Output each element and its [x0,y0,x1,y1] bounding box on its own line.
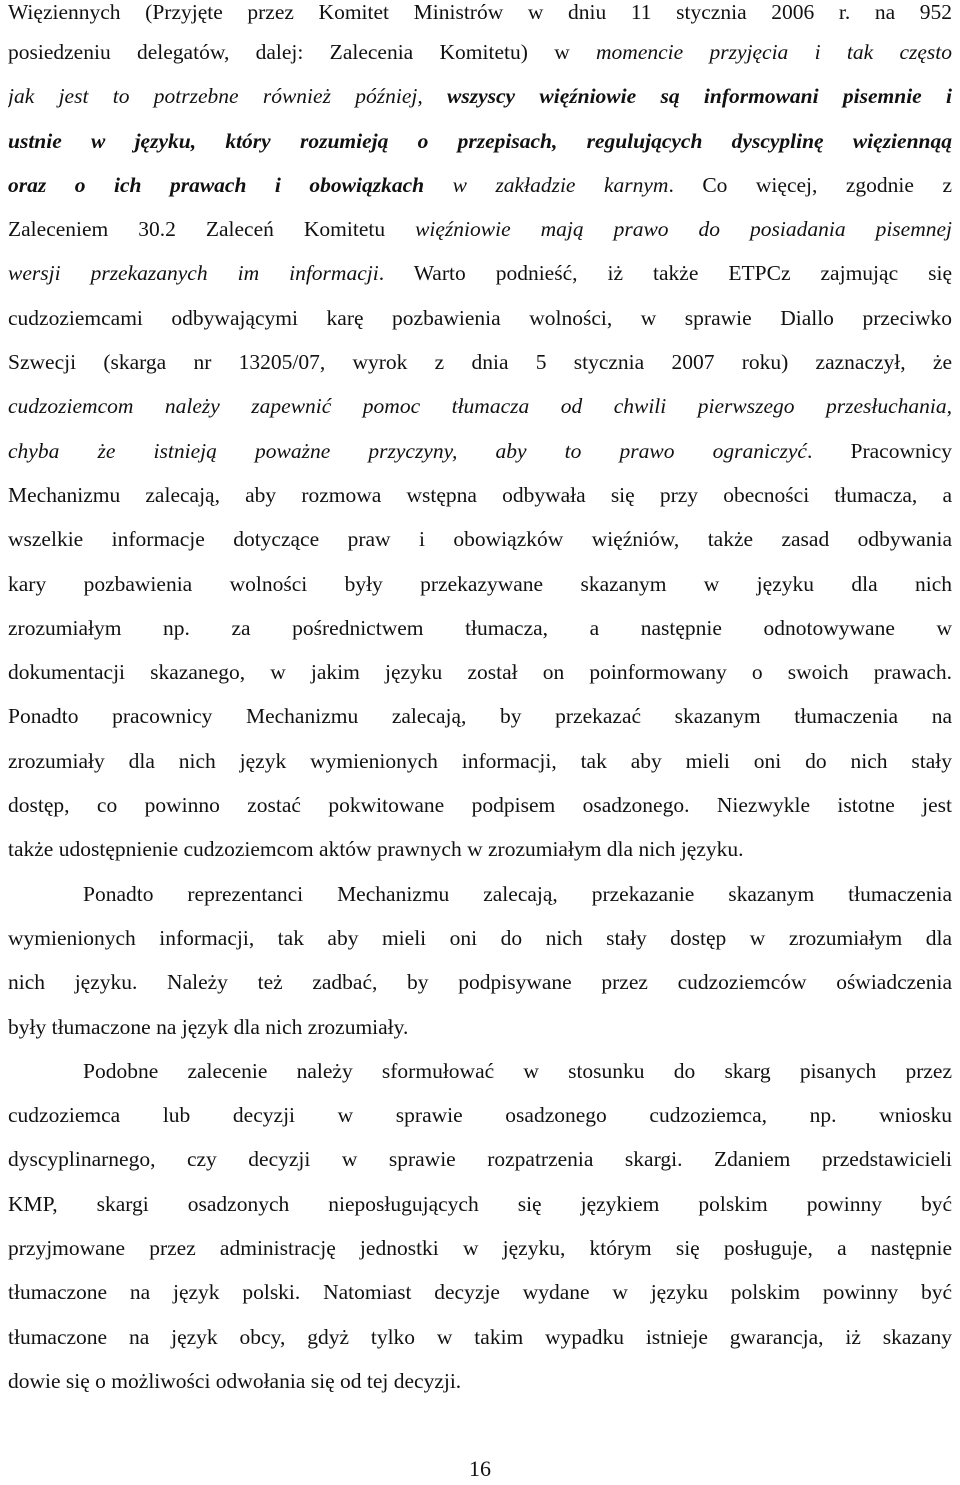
text-line [8,296,952,340]
text-line [8,0,952,30]
text-line [8,783,952,827]
text-run: nich języku. Należy też zadbać, by podpisywane przez cudzoziemców oświadczenia [8,970,952,995]
text-run: wszyscy więźniowie są informowani pisemnie i [447,84,952,109]
text-line [8,429,952,473]
text-run: w zakładzie karnym [424,172,669,197]
text-line [8,827,952,871]
text-run: ustnie w języku, który rozumieją o przepisach, regulujących dyscyplinę więziennąą [8,128,952,153]
text-run: więźniowie mają prawo do posiadania pisemnej [415,217,952,242]
body-text [8,0,952,1403]
text-run: Mechanizmu zalecają, aby rozmowa wstępna odbywała się przy obecności tłumacza, a [8,482,952,507]
text-run: dokumentacji skazanego, w jakim języku został on poinformowany o swoich prawach. [8,660,952,685]
text-run: zrozumiałym np. za pośrednictwem tłumacza, a następnie odnotowywane w [8,615,952,640]
text-run: dowie się o możliwości odwołania się od tej decyzji. [8,1368,462,1393]
text-line [8,872,952,916]
text-line [8,916,952,960]
text-run: . Warto podnieść, iż także ETPCz zajmując się [378,261,952,286]
text-run: KMP, skargi osadzonych nieposługujących się językiem polskim powinny być [8,1191,952,1216]
text-run: cudzoziemca lub decyzji w sprawie osadzonego cudzoziemca, np. wniosku [8,1103,952,1128]
text-run: zrozumiały dla nich język wymienionych informacji, tak aby mieli oni do nich stały [8,748,952,773]
text-line [8,606,952,650]
text-line [8,1137,952,1181]
text-run: wymienionych informacji, tak aby mieli oni do nich stały dostęp w zrozumiałym dla [8,925,952,950]
text-run: Ponadto pracownicy Mechanizmu zalecają, by przekazać skazanym tłumaczenia na [8,704,952,729]
text-run: przyjmowane przez administrację jednostki w języku, którym się posługuje, a następnie [8,1236,952,1261]
text-run: Szwecji (skarga nr 13205/07, wyrok z dnia 5 stycznia 2007 roku) zaznaczył, że [8,350,952,375]
text-run: wszelkie informacje dotyczące praw i obowiązków więźniów, także zasad odbywania [8,527,952,552]
text-line [8,1270,952,1314]
text-line [8,739,952,783]
text-run: . Co więcej, zgodnie z [668,172,952,197]
text-run: Więziennych (Przyjęte przez Komitet Ministrów w dniu 11 stycznia 2006 r. na 952 [8,0,952,24]
text-run: tłumaczone na język polski. Natomiast decyzje wydane w języku polskim powinny być [8,1280,952,1305]
text-line [8,1359,952,1403]
text-line [8,74,952,118]
text-run: dyscyplinarnego, czy decyzji w sprawie rozpatrzenia skargi. Zdaniem przedstawicieli [8,1147,952,1172]
text-line [8,960,952,1004]
text-line [8,562,952,606]
text-line [8,650,952,694]
text-run: kary pozbawienia wolności były przekazywane skazanym w języku dla nich [8,571,952,596]
text-run: oraz o ich prawach i obowiązkach [8,172,425,197]
text-line [8,1005,952,1049]
text-line [8,1226,952,1270]
text-run: Podobne zalecenie należy sformułować w stosunku do skarg pisanych przez [83,1058,952,1083]
text-line [8,1315,952,1359]
text-run: wersji przekazanych im informacji [8,261,379,286]
text-line [8,473,952,517]
text-run: dostęp, co powinno zostać pokwitowane podpisem osadzonego. Niezwykle istotne jest [8,793,952,818]
text-line [8,163,952,207]
text-run: także udostępnienie cudzoziemcom aktów prawnych w zrozumiałym dla nich języku. [8,837,744,862]
text-run: posiedzeniu delegatów, dalej: Zalecenia Komitetu) w [8,40,597,64]
text-run: chyba że istnieją poważne przyczyny, aby to prawo ograniczyć [8,438,807,463]
text-line [8,694,952,738]
text-run: były tłumaczone na język dla nich zrozumiały. [8,1014,409,1039]
text-run: tłumaczone na język obcy, gdyż tylko w takim wypadku istnieje gwarancja, iż skazany [8,1324,952,1349]
page-number: 16 [469,1456,491,1481]
text-line [8,1182,952,1226]
text-run: . Pracownicy [806,438,952,463]
text-line [8,1049,952,1093]
text-run: Zaleceniem 30.2 Zaleceń Komitetu [8,217,416,242]
text-line [8,340,952,384]
text-run: cudzoziemcom należy zapewnić pomoc tłumacza od chwili pierwszego przesłuchania, [8,394,952,419]
text-line [8,30,952,74]
text-line [8,1093,952,1137]
text-line [8,207,952,251]
text-run: Ponadto reprezentanci Mechanizmu zalecają, przekazanie skazanym tłumaczenia [83,881,952,906]
text-run: jak jest to potrzebne również później, [8,84,448,109]
text-line [8,384,952,428]
text-run: cudzoziemcami odbywającymi karę pozbawienia wolności, w sprawie Diallo przeciwko [8,305,952,330]
text-line [8,119,952,163]
text-run: momencie przyjęcia i tak często [596,40,952,64]
text-line [8,251,952,295]
text-line [8,517,952,561]
